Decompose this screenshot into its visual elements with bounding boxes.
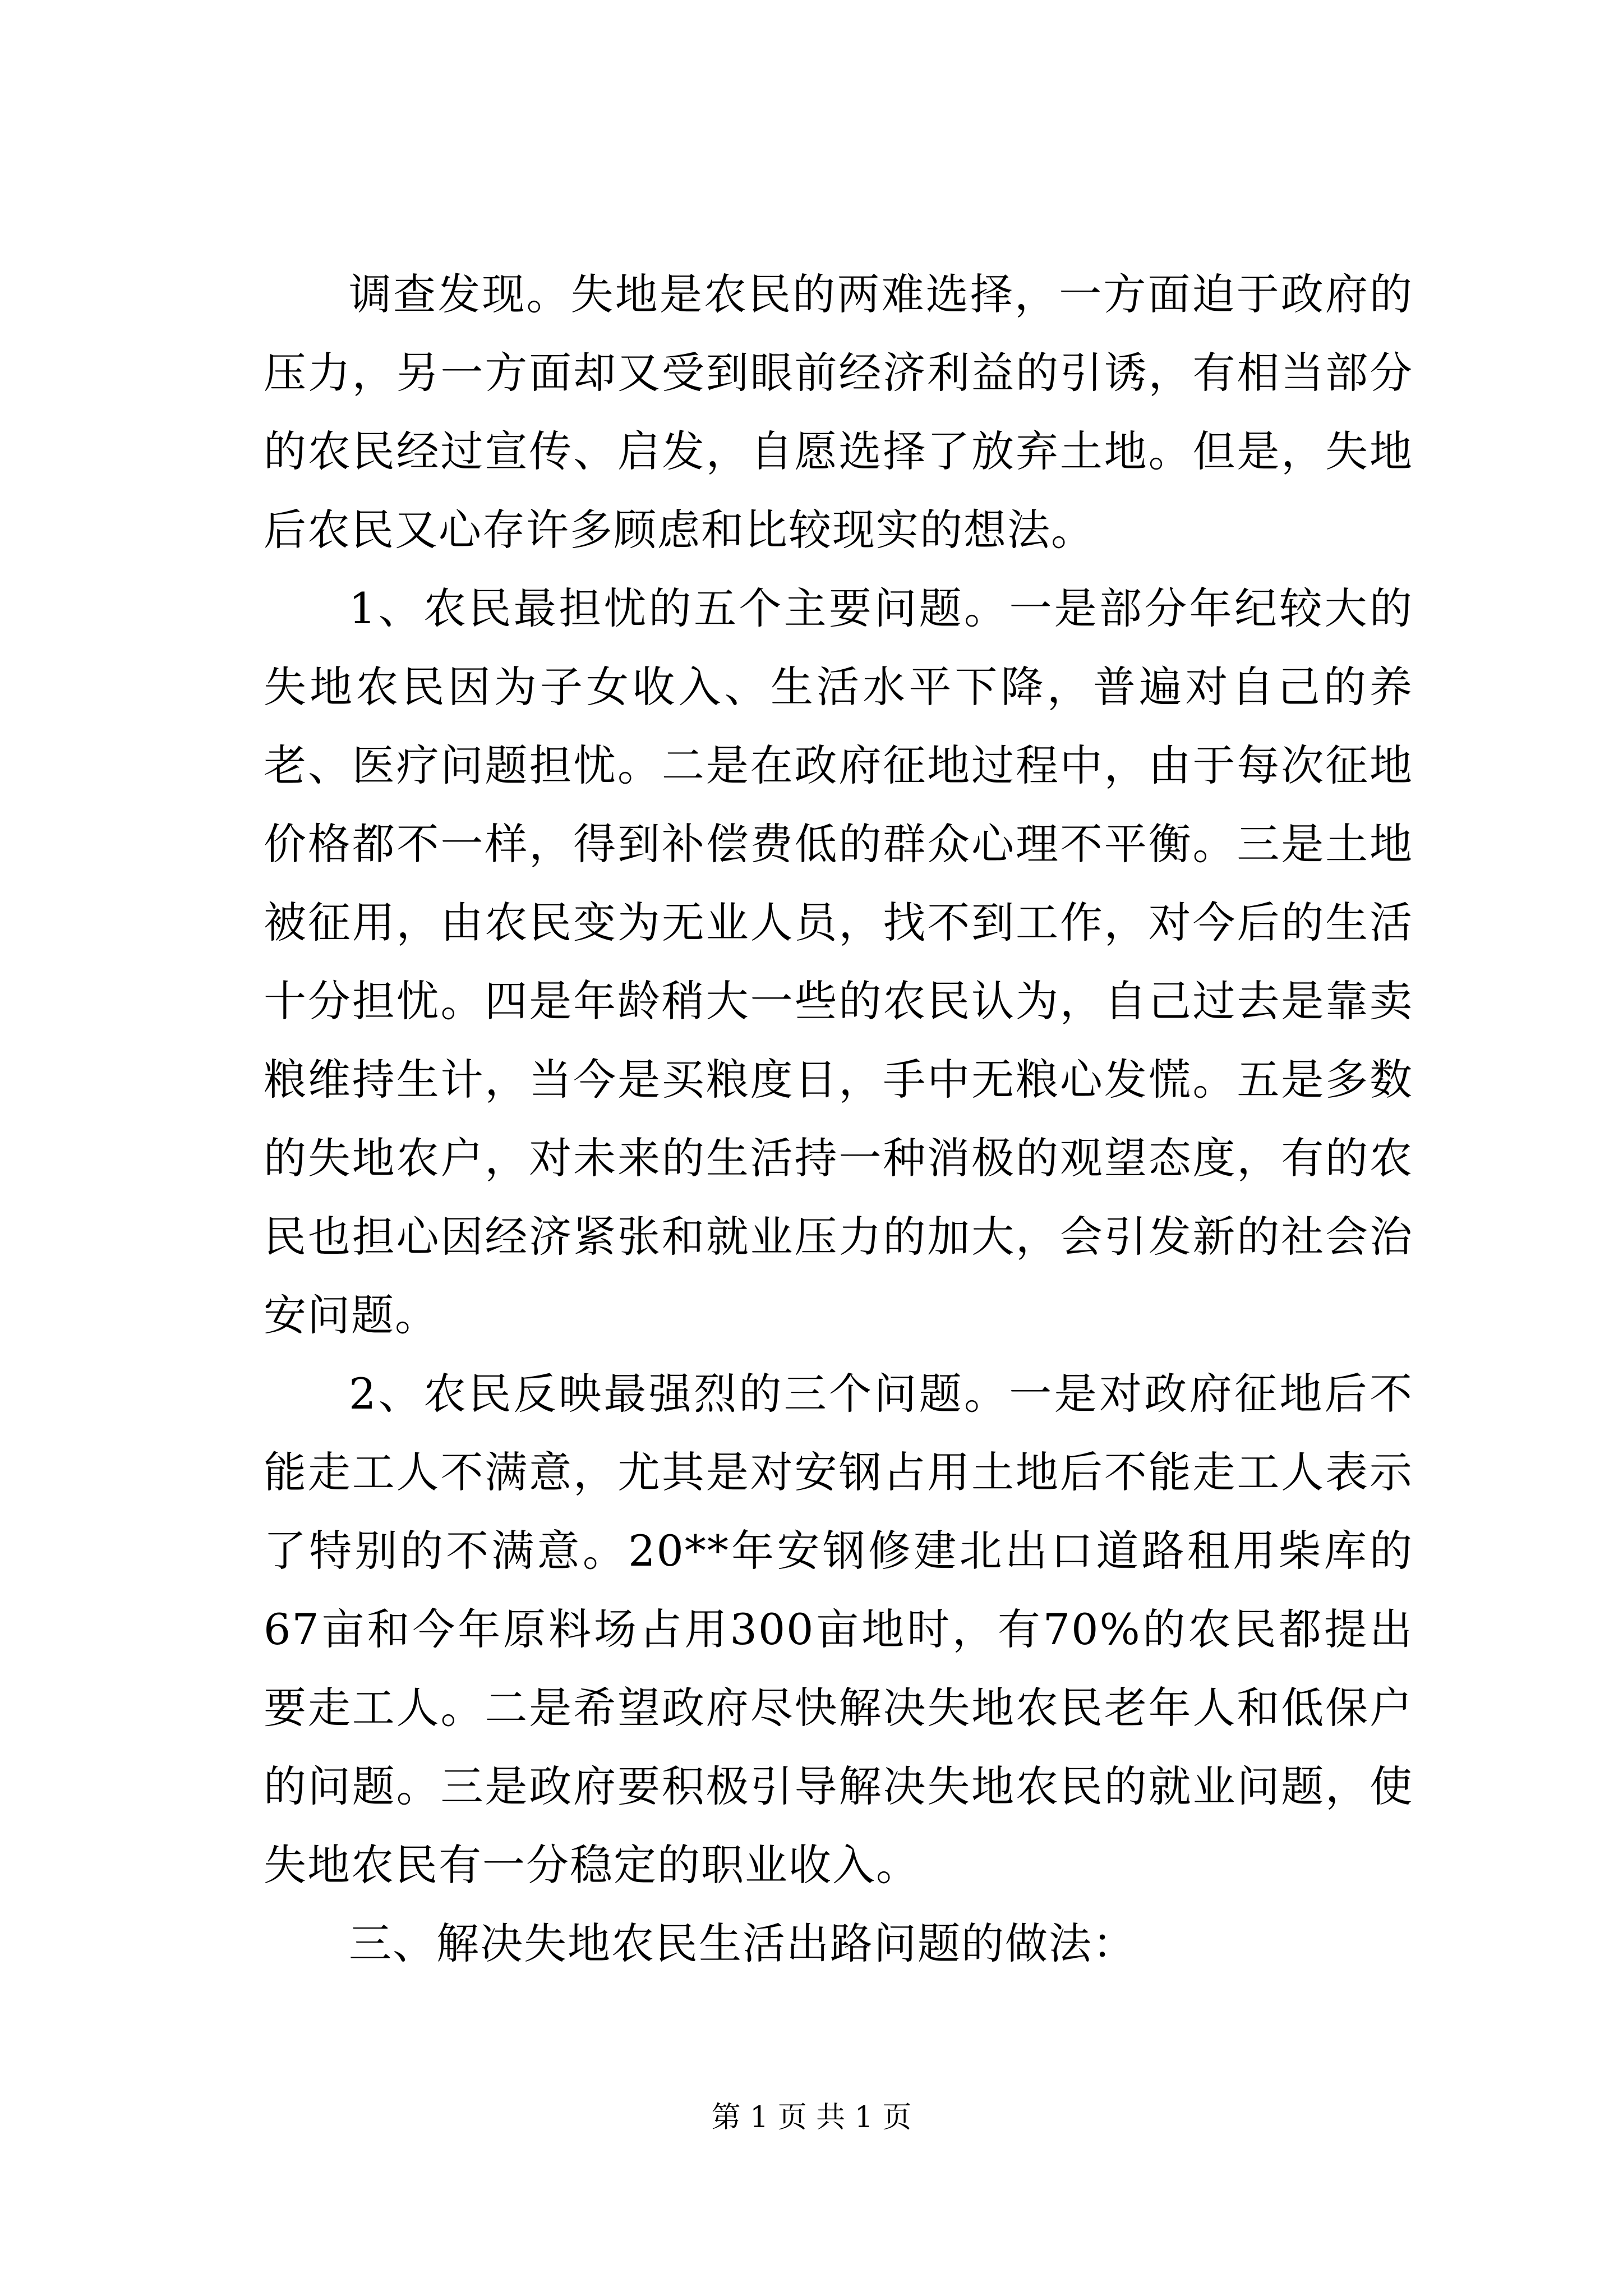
- page-number: 第 1 页 共 1 页: [711, 2101, 912, 2134]
- paragraph-complaints: 2、农民反映最强烈的三个问题。一是对政府征地后不能走工人不满意，尤其是对安钢占用土地后不能走工人表示了特别的不满意。20**年安钢修建北出口道路租用柴库的67亩和今年原料场占用300亩地时，有70%的农民都提出要走工人。二是希望政府尽快解决失地农民老年人和低保户的问题。三是政府要积极引导解决失地农民的就业问题，使失地农民有一分稳定的职业收入。: [264, 1369, 1413, 1890]
- document-body: [264, 255, 1413, 1983]
- paragraph-worries: 1、农民最担忧的五个主要问题。一是部分年纪较大的失地农民因为子女收入、生活水平下降，普遍对自己的养老、医疗问题担忧。二是在政府征地过程中，由于每次征地价格都不一样，得到补偿费低的群众心理不平衡。三是土地被征用，由农民变为无业人员，找不到工作，对今后的生活十分担忧。四是年龄稍大一些的农民认为，自己过去是靠卖粮维持生计，当今是买粮度日，手中无粮心发慌。五是多数的失地农户，对未来的生活持一种消极的观望态度，有的农民也担心因经济紧张和就业压力的加大，会引发新的社会治安问题。: [264, 583, 1413, 1340]
- section-heading-solutions: 三、解决失地农民生活出路问题的做法：: [349, 1918, 1136, 1968]
- page-footer: [0, 2098, 1623, 2137]
- paragraph-intro: 调查发现。失地是农民的两难选择，一方面迫于政府的压力，另一方面却又受到眼前经济利益的引诱，有相当部分的农民经过宣传、启发，自愿选择了放弃土地。但是，失地后农民又心存许多顾虑和比较现实的想法。: [264, 269, 1413, 555]
